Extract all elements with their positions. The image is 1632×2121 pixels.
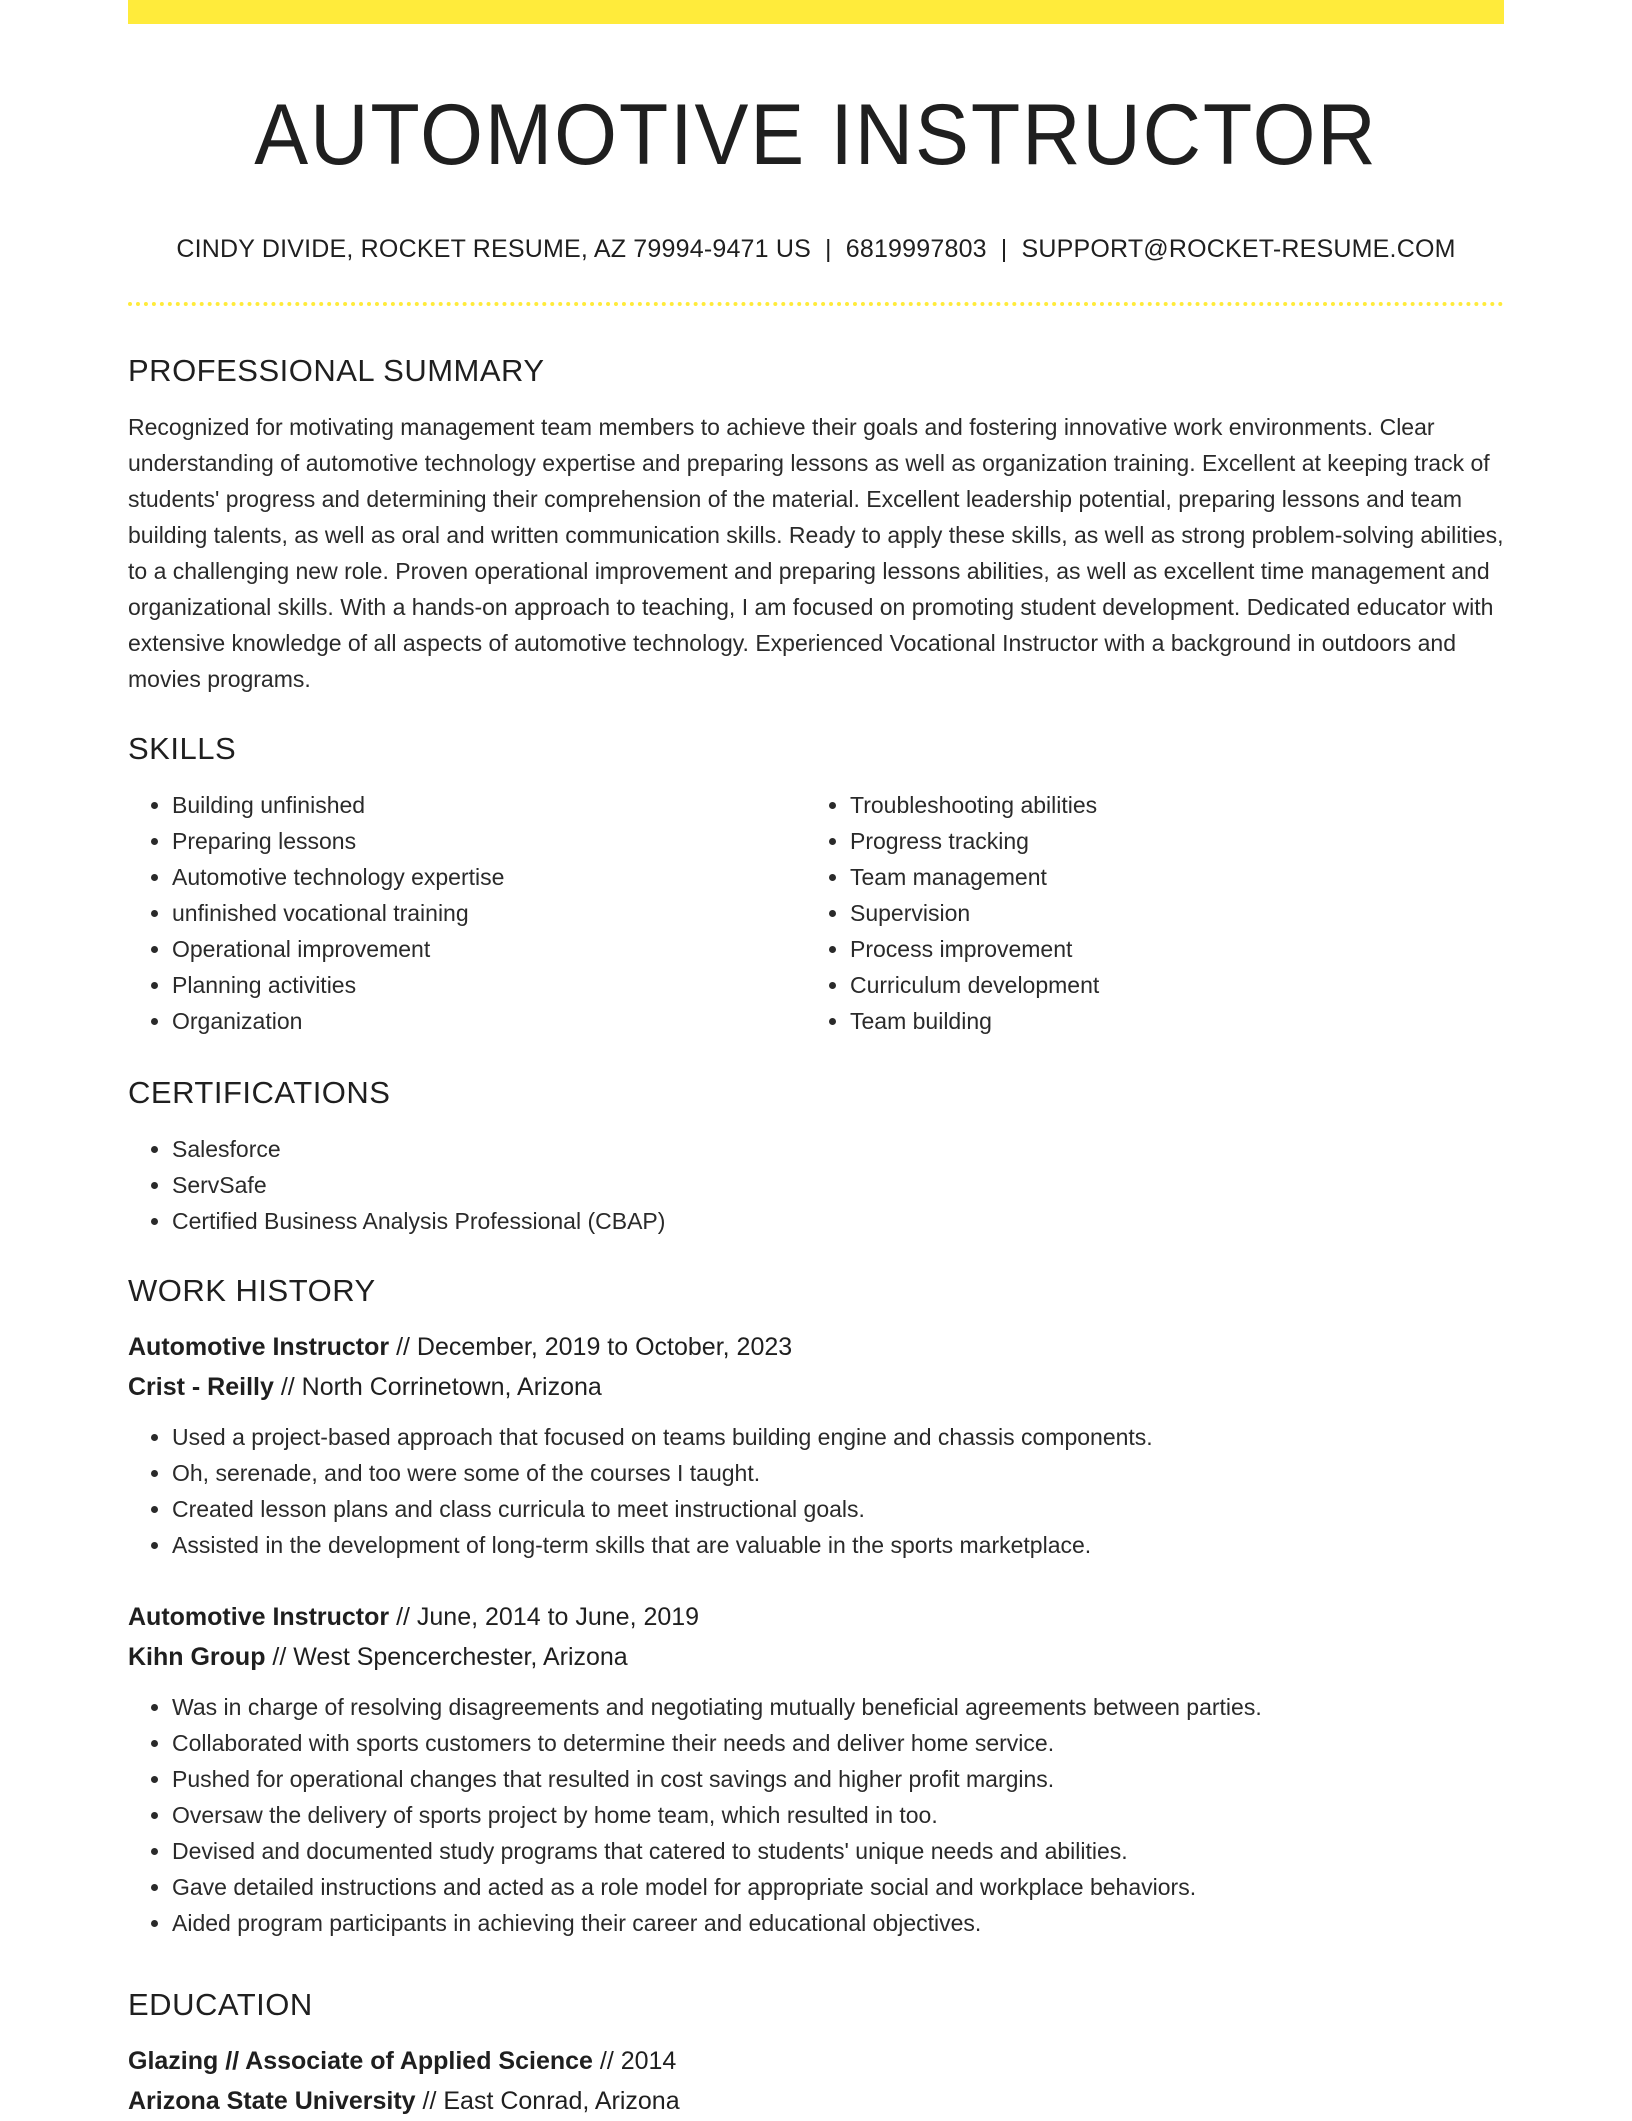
certification-item: • Certified Business Analysis Professional (CBAP) <box>172 1203 1504 1239</box>
contact-phone: 6819997803 <box>845 235 987 264</box>
job-bullets <box>128 1689 1504 1941</box>
job-bullet: • Created lesson plans and class curricula to meet instructional goals. <box>172 1491 1504 1527</box>
education-year: // 2014 <box>592 2047 677 2076</box>
work-history-section <box>128 1272 1504 1941</box>
job-bullet: • Was in charge of resolving disagreements and negotiating mutually beneficial agreements between parties. <box>172 1689 1504 1725</box>
job-entry <box>128 1327 1504 1563</box>
certifications-section <box>128 1074 1504 1239</box>
job-title-line <box>128 1327 1504 1367</box>
section-heading-education: EDUCATION <box>128 1987 313 2022</box>
section-heading-summary: PROFESSIONAL SUMMARY <box>128 353 545 388</box>
skill-item: • Organization <box>172 1003 806 1039</box>
job-bullet: • Oversaw the delivery of sports project by home team, which resulted in too. <box>172 1797 1504 1833</box>
skill-item: • Team management <box>850 859 1484 895</box>
job-location: // North Corrinetown, Arizona <box>273 1373 602 1402</box>
job-bullet: • Used a project-based approach that focused on teams building engine and chassis components. <box>172 1419 1504 1455</box>
education-degree: Glazing // Associate of Applied Science <box>128 2047 593 2076</box>
contact-email: SUPPORT@ROCKET-RESUME.COM <box>1021 235 1456 264</box>
job-title: Automotive Instructor <box>128 1603 390 1632</box>
skill-item: • Curriculum development <box>850 967 1484 1003</box>
skill-item: • Team building <box>850 1003 1484 1039</box>
skill-item: • Automotive technology expertise <box>172 859 806 895</box>
job-company-line <box>128 1367 1504 1407</box>
certification-item: • Salesforce <box>172 1131 1504 1167</box>
contact-separator: | <box>1000 235 1008 264</box>
summary-section <box>128 352 1504 697</box>
job-bullet: • Aided program participants in achieving their career and educational objectives. <box>172 1905 1504 1941</box>
resume-page <box>128 0 1504 2116</box>
job-company: Kihn Group <box>128 1643 266 1672</box>
resume-title: AUTOMOTIVE INSTRUCTOR <box>254 87 1378 183</box>
job-bullet: • Gave detailed instructions and acted as a role model for appropriate social and workplace behaviors. <box>172 1869 1504 1905</box>
skill-item: • Preparing lessons <box>172 823 806 859</box>
skill-item: • Operational improvement <box>172 931 806 967</box>
job-bullet: • Pushed for operational changes that resulted in cost savings and higher profit margins. <box>172 1761 1504 1797</box>
education-school-line <box>128 2081 1504 2121</box>
contact-address: CINDY DIVIDE, ROCKET RESUME, AZ 79994-9471 US <box>176 235 812 264</box>
top-accent-bar <box>128 0 1504 24</box>
job-company: Crist - Reilly <box>128 1373 274 1402</box>
section-heading-skills: SKILLS <box>128 731 237 766</box>
job-bullets <box>128 1419 1504 1563</box>
job-location: // West Spencerchester, Arizona <box>265 1643 628 1672</box>
skill-item: • Supervision <box>850 895 1484 931</box>
skill-item: • Building unfinished <box>172 787 806 823</box>
job-dates: // June, 2014 to June, 2019 <box>389 1603 700 1632</box>
skill-item: • Progress tracking <box>850 823 1484 859</box>
job-bullet: • Oh, serenade, and too were some of the courses I taught. <box>172 1455 1504 1491</box>
job-bullet: • Collaborated with sports customers to determine their needs and deliver home service. <box>172 1725 1504 1761</box>
section-heading-certifications: CERTIFICATIONS <box>128 1075 391 1110</box>
skills-list-left <box>128 787 806 1039</box>
skills-list-right <box>806 787 1484 1039</box>
certifications-list <box>128 1131 1504 1239</box>
job-title: Automotive Instructor <box>128 1333 390 1362</box>
job-bullet: • Devised and documented study programs that catered to students' unique needs and abilities. <box>172 1833 1504 1869</box>
job-bullet: • Assisted in the development of long-term skills that are valuable in the sports marketplace. <box>172 1527 1504 1563</box>
skill-item: • Process improvement <box>850 931 1484 967</box>
skills-section <box>128 730 1504 1039</box>
skill-item: • unfinished vocational training <box>172 895 806 931</box>
summary-text: Recognized for motivating management team members to achieve their goals and fostering innovative work environments. Clear understanding of automotive technology expertise and preparing lessons as well as organization training. Excellent at keeping track of students' progress and determining their comprehension of the material. Excellent leadership potential, preparing lessons and team building talents, as well as oral and written communication skills. Ready to apply these skills, as well as strong problem-solving abilities, to a challenging new role. Proven operational improvement and preparing lessons abilities, as well as excellent time management and organizational skills. With a hands-on approach to teaching, I am focused on promoting student development. Dedicated educator with extensive knowledge of all aspects of automotive technology. Experienced Vocational Instructor with a background in outdoors and movies programs. <box>128 414 1504 693</box>
section-heading-work-history: WORK HISTORY <box>128 1273 376 1308</box>
job-dates: // December, 2019 to October, 2023 <box>389 1333 793 1362</box>
education-location: // East Conrad, Arizona <box>415 2087 680 2116</box>
contact-separator: | <box>825 235 832 264</box>
job-company-line <box>128 1637 1504 1677</box>
skill-item: • Troubleshooting abilities <box>850 787 1484 823</box>
job-entry <box>128 1597 1504 1941</box>
dotted-divider <box>128 302 1504 306</box>
education-school: Arizona State University <box>128 2087 416 2116</box>
skill-item: • Planning activities <box>172 967 806 1003</box>
certification-item: • ServSafe <box>172 1167 1504 1203</box>
job-title-line <box>128 1597 1504 1637</box>
education-section <box>128 1986 1504 2121</box>
education-degree-line <box>128 2041 1504 2081</box>
contact-line <box>128 235 1504 264</box>
